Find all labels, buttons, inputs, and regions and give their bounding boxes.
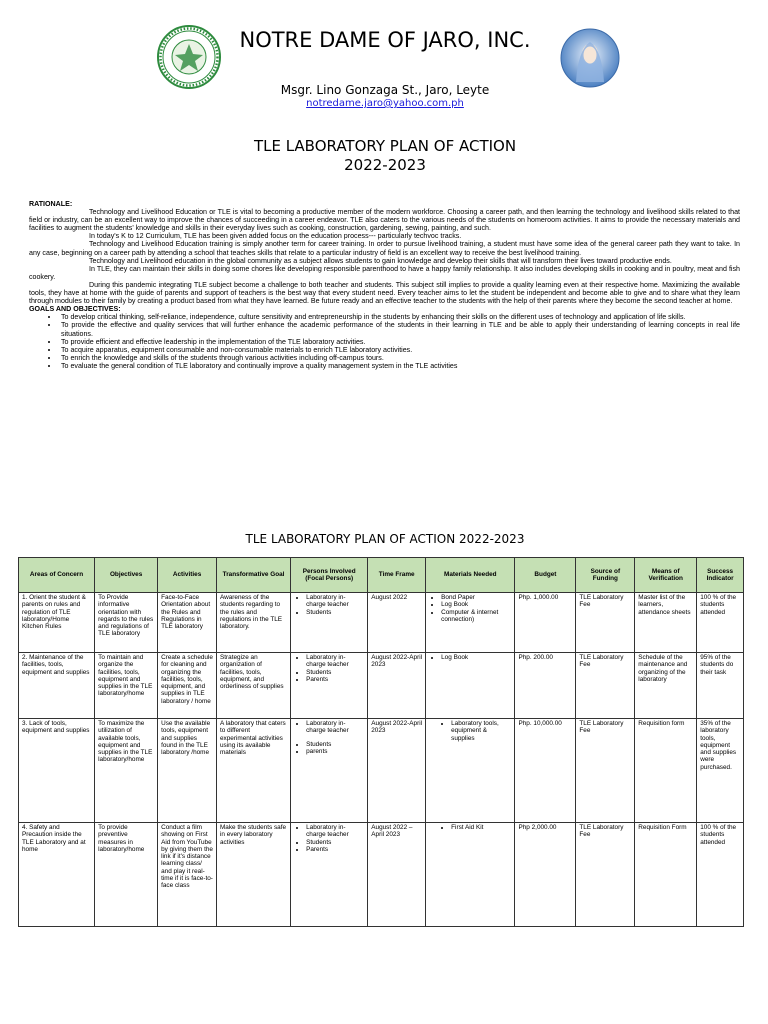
column-header: Means of Verification [635, 558, 697, 593]
person-item: • Students [306, 609, 364, 616]
table-row [19, 719, 744, 823]
goal-item: • To provide efficient and effective leadership in the implementation of the TLE laboratory activities. [59, 338, 740, 346]
column-header: Objectives [95, 558, 158, 593]
table-cell [291, 653, 368, 719]
table-cell: Schedule of the maintenance and organizing of the laboratory [635, 653, 697, 719]
rationale-paragraph: In TLE, they can maintain their skills in doing some chores like developing responsible parenthood to have a happy family relationship. It also includes developing skills in cooking and in poultry, meat and fish cookery. [29, 264, 740, 281]
table-cell: 2. Maintenance of the facilities, tools, equipment and supplies [19, 653, 95, 719]
rationale-section [29, 200, 740, 370]
table-cell: August 2022-April 2023 [368, 653, 426, 719]
document-title-line1: TLE LABORATORY PLAN OF ACTION [253, 137, 517, 155]
table-cell: To maximize the utilization of available tools, equipment and supplies in the TLE laboratory/home [95, 719, 158, 823]
table-title: TLE LABORATORY PLAN OF ACTION 2022-2023 [245, 532, 525, 546]
table-cell [426, 719, 515, 823]
column-header: Time Frame [368, 558, 426, 593]
table-cell: Requisition Form [635, 823, 697, 927]
column-header: Persons Involved (Focal Persons) [291, 558, 368, 593]
table-cell: Use the available tools, equipment and supplies found in the TLE laboratory /home [158, 719, 217, 823]
table-cell: To Provide informative orientation with regards to the rules and regulations of TLE laboratory [95, 593, 158, 653]
table-cell [291, 719, 368, 823]
table-cell [291, 823, 368, 927]
rationale-paragraph: Technology and Livelihood Education or TLE is vital to becoming a productive member of the modern workforce. Choosing a career path, and then learning the technology and livelihood skills related to that field or industry, can be an excellent way to improve the chances of succeeding in a career endeavor. TLE also caters to the various needs of the students on homeroom activities. It aims to provide the necessary materials and facilities to augment the students' knowledge and skills in their everyday lives such as cooking, construction, gardening, sewing, painting, and such. [29, 208, 740, 233]
material-item: • Log Book [441, 654, 511, 661]
person-item: • Students [306, 669, 364, 676]
person-item: • Laboratory in-charge teacher [306, 720, 364, 735]
column-header: Transformative Goal [216, 558, 290, 593]
table-row [19, 823, 744, 927]
table-cell: Php 2,000.00 [515, 823, 576, 927]
school-seal-icon [157, 25, 221, 89]
table-cell: Strategize an organization of facilities, tools, equipment, and orderliness of supplies [216, 653, 290, 719]
person-item: • Parents [306, 846, 364, 853]
material-item: • Computer & internet connection) [441, 609, 511, 624]
table-cell: 100 % of the students attended [697, 593, 744, 653]
table-row [19, 593, 744, 653]
person-item: • Laboratory in-charge teacher [306, 824, 364, 839]
person-item: • Laboratory in-charge teacher [306, 654, 364, 669]
goals-heading: GOALS AND OBJECTIVES: [29, 305, 121, 314]
column-header: Budget [515, 558, 576, 593]
person-item: • Laboratory in-charge teacher [306, 594, 364, 609]
rationale-paragraph: In today's K to 12 Curriculum, TLE has been given added focus on the education process--- particularly techvoc tracks. [89, 232, 462, 241]
table-cell [426, 823, 515, 927]
goal-item: • To provide the effective and quality services that will further enhance the academic performance of the students in their learning in TLE and be able to apply their understanding of learning concepts in real life situations. [59, 321, 740, 337]
plan-of-action-table [18, 557, 744, 927]
school-address: Msgr. Lino Gonzaga St., Jaro, Leyte [280, 83, 490, 97]
person-item: • parents [306, 748, 364, 755]
table-cell: TLE Laboratory Fee [576, 719, 635, 823]
table-cell: Php. 1,000.00 [515, 593, 576, 653]
table-cell: TLE Laboratory Fee [576, 593, 635, 653]
goal-item: • To develop critical thinking, self-reliance, independence, culture sensitivity and entrepreneurship in the students by enhancing their skills on the different uses of technology and application of life skills. [59, 313, 740, 321]
school-email-link[interactable]: notredame.jaro@yahoo.com.ph [306, 98, 464, 109]
table-cell [291, 593, 368, 653]
rationale-paragraph: During this pandemic integrating TLE subject become a challenge to both teacher and students. This subject still implies to provide a quality learning even at their respective home. Maximizing the available tools, they have at home with the guide of parents and support of teachers is the best way that every student need. Every teacher aims to let the student be independent and become able to give and to share what they learn through modules to their family by creating a product based from what they have learned. Be future ready and an effective teacher to the students with the help of their parents where they become the second teacher at home. [29, 280, 740, 306]
rationale-heading: RATIONALE: [29, 200, 73, 208]
table-cell [426, 653, 515, 719]
table-cell: 95% of the students do their task [697, 653, 744, 719]
table-cell: 100 % of the students attended [697, 823, 744, 927]
school-name: NOTRE DAME OF JARO, INC. [239, 28, 531, 52]
table-cell [426, 593, 515, 653]
column-header: Materials Needed [426, 558, 515, 593]
table-cell: Conduct a film showing on First Aid from YouTube by giving them the link if it's distance learning class/ and play it real-time if it is face-to-face class [158, 823, 217, 927]
column-header: Areas of Concern [19, 558, 95, 593]
table-cell: 35% of the laboratory tools, equipment and supplies were purchased. [697, 719, 744, 823]
column-header: Source of Funding [576, 558, 635, 593]
goal-item: • To evaluate the general condition of TLE laboratory and continually improve a quality management system in the TLE activities [59, 362, 740, 370]
table-cell: To provide preventive measures in laboratory/home [95, 823, 158, 927]
goal-item: • To acquire apparatus, equipment consumable and non-consumable materials to enrich TLE laboratory activities. [59, 346, 740, 354]
column-header: Success Indicator [697, 558, 744, 593]
table-cell: Php. 200.00 [515, 653, 576, 719]
table-cell: August 2022-April 2023 [368, 719, 426, 823]
document-title [160, 137, 610, 175]
material-item: • Bond Paper [441, 594, 511, 601]
material-item: • Log Book [441, 601, 511, 608]
rationale-paragraph: Technology and Livelihood education in the global community as a subject allows students to gain knowledge and develop their skills that will transform their lives toward productive ends. [89, 256, 672, 265]
document-title-year: 2022-2023 [344, 156, 426, 174]
person-item: • Parents [306, 676, 364, 683]
table-cell: Master list of the learners, attendance sheets [635, 593, 697, 653]
table-cell: TLE Laboratory Fee [576, 823, 635, 927]
person-item: • Students [306, 741, 364, 748]
material-item: • First Aid Kit [451, 824, 511, 831]
table-cell: 1. Orient the student & parents on rules and regulation of TLE laboratory/Home Kitchen Rules [19, 593, 95, 653]
table-cell: Face-to-Face Orientation about the Rules and Regulations in TLE laboratory [158, 593, 217, 653]
table-cell: 4. Safety and Precaution inside the TLE Laboratory and at home [19, 823, 95, 927]
column-header: Activities [158, 558, 217, 593]
table-header-row [19, 558, 744, 593]
table-cell: A laboratory that caters to different experimental activities using its available materials [216, 719, 290, 823]
goals-list [29, 313, 740, 370]
table-cell: Requisition form [635, 719, 697, 823]
table-cell: 3. Lack of tools, equipment and supplies [19, 719, 95, 823]
material-item: • Laboratory tools, equipment & supplies [451, 720, 511, 742]
table-cell: To maintain and organize the facilities, tools, equipment and supplies in the TLE laboratory/home [95, 653, 158, 719]
table-cell: August 2022 [368, 593, 426, 653]
rationale-paragraph: Technology and Livelihood Education training is simply another term for career training. In order to pursue livelihood training, a student must have some idea of the general career path they want to take. In any case, beginning on a career path by attending a school that teaches skills that relate to a particular industry of field is an excellent way to receive the best livelihood training. [29, 240, 740, 257]
table-cell: Php. 10,000.00 [515, 719, 576, 823]
person-item: • Students [306, 839, 364, 846]
goal-item: • To enrich the knowledge and skills of the students through various activities including off-campus tours. [59, 354, 740, 362]
table-cell: Awareness of the students regarding to the rules and regulations in the TLE laboratory. [216, 593, 290, 653]
table-cell: Make the students safe in every laboratory activities [216, 823, 290, 927]
table-cell: Create a schedule for cleaning and organizing the facilities, tools, equipment, and supplies in TLE laboratory / home [158, 653, 217, 719]
madonna-portrait-icon [560, 28, 620, 88]
table-cell: TLE Laboratory Fee [576, 653, 635, 719]
table-row [19, 653, 744, 719]
table-cell: August 2022 – April 2023 [368, 823, 426, 927]
